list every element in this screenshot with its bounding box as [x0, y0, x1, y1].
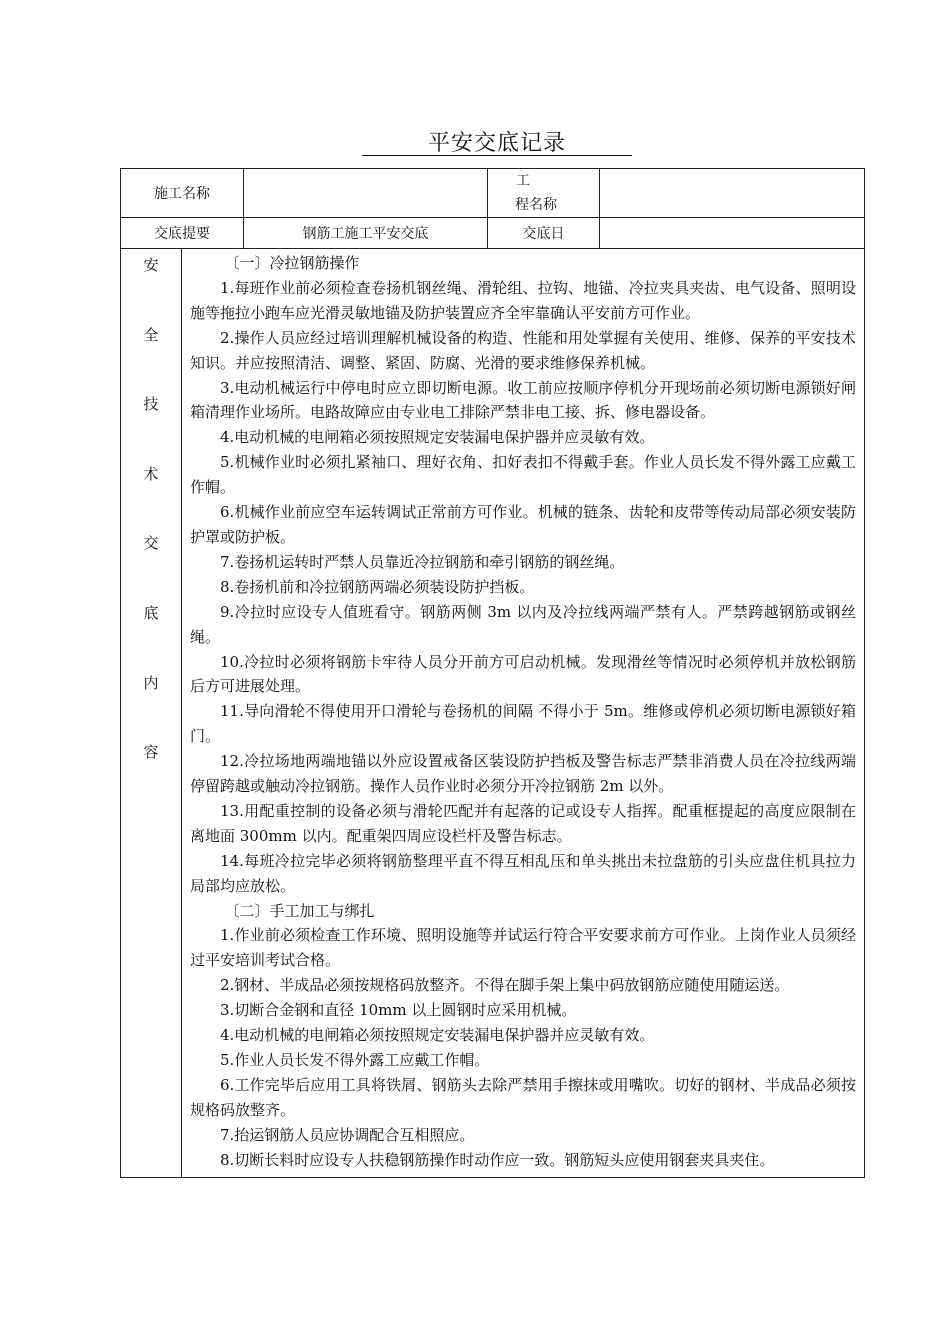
rule-item: 2.操作人员应经过培训理解机械设备的构造、性能和用处掌握有关使用、维修、保养的平安技术知识。并应按照清洁、调整、紧固、防腐、光滑的要求维修保养机械。: [190, 328, 856, 372]
content-side-label: [121, 249, 182, 1178]
title-underline: [362, 155, 632, 156]
document-title: 平安交底记录: [427, 131, 566, 156]
rule-item: 8.切断长料时应设专人扶稳钢筋操作时动作应一致。钢筋短头应使用钢套夹具夹住。: [220, 1150, 775, 1169]
date-value: [600, 218, 865, 249]
rule-item: 3.电动机械运行中停电时应立即切断电源。收工前应按顺序停机分开现场前必须切断电源锁好闸箱清理作业场所。电路故障应由专业电工排除严禁非电工接、拆、修电器设备。: [190, 378, 856, 422]
rule-item: 12.冷拉场地两端地锚以外应设置戒备区装设防护挡板及警告标志严禁非消费人员在冷拉线两端停留跨越或触动冷拉钢筋。操作人员作业时必须分开冷拉钢筋 2m 以外。: [190, 752, 856, 796]
rule-item: 4.电动机械的电闸箱必须按照规定安装漏电保护器并应灵敏有效。: [220, 1026, 655, 1045]
rule-item: 5.作业人员长发不得外露工应戴工作帽。: [220, 1051, 490, 1069]
side-label-char: 交: [143, 534, 159, 553]
rule-item: 9.冷拉时应设专人值班看守。钢筋两侧 3m 以内及冷拉线两端严禁有人。严禁跨越钢筋或钢丝绳。: [190, 602, 856, 646]
section-heading: 〔一〕冷拉钢筋操作: [224, 254, 360, 272]
rule-item: 6.工作完毕后应用工具将铁屑、钢筋头去除严禁用手擦抹或用嘴吹。切好的钢材、半成品必须按规格码放整齐。: [190, 1075, 856, 1119]
rule-item: 7.抬运钢筋人员应协调配合互相照应。: [220, 1125, 475, 1144]
side-label-char: 内: [143, 673, 159, 692]
rule-item: 8.卷扬机前和冷拉钢筋两端必须装设防护挡板。: [220, 577, 535, 596]
rule-item: 2.钢材、半成品必须按规格码放整齐。不得在脚手架上集中码放钢筋应随使用随运送。: [220, 976, 790, 995]
content-body: [182, 249, 865, 1178]
form-row-names: [121, 169, 865, 218]
side-label-char: 安: [143, 256, 159, 274]
rule-item: 7.卷扬机运转时严禁人员靠近冷拉钢筋和牵引钢筋的钢丝绳。: [220, 552, 625, 571]
rule-item: 5.机械作业时必须扎紧袖口、理好衣角、扣好表扣不得戴手套。作业人员长发不得外露工应戴工作帽。: [190, 453, 856, 497]
rule-item: 3.切断合金钢和直径 10mm 以上圆钢时应采用机械。: [220, 1001, 577, 1020]
project-name-label-line1: 工: [516, 173, 530, 189]
side-label-char: 术: [143, 464, 159, 483]
rule-item: 14.每班冷拉完毕必须将钢筋整理平直不得互相乱压和单头挑出未拉盘筋的引头应盘住机具拉力局部均应放松。: [190, 851, 856, 895]
rule-item: 13.用配重控制的设备必须与滑轮匹配并有起落的记或设专人指挥。配重框提起的高度应限制在离地面 300mm 以内。配重架四周应设栏杆及警告标志。: [190, 801, 856, 845]
rule-item: 11.导向滑轮不得使用开口滑轮与卷扬机的间隔 不得小于 5m。维修或停机必须切断电源锁好箱门。: [190, 702, 856, 746]
rule-item: 10.冷拉时必须将钢筋卡牢待人员分开前方可启动机械。发现滑丝等情况时必须停机并放松钢筋后方可进展处理。: [190, 652, 856, 696]
rule-item: 4.电动机械的电闸箱必须按照规定安装漏电保护器并应灵敏有效。: [220, 428, 655, 447]
rule-item: 1.作业前必须检查工作环境、照明设施等并试运行符合平安要求前方可作业。上岗作业人员须经过平安培训考试合格。: [190, 926, 856, 970]
side-label-char: 技: [143, 395, 159, 414]
section-heading: 〔二〕手工加工与绑扎: [224, 901, 375, 920]
construction-name-label: 施工名称: [121, 169, 244, 218]
side-label-char: 底: [143, 603, 159, 622]
side-label-char: 容: [143, 743, 159, 762]
project-name-label: [488, 169, 600, 218]
construction-name-value: [244, 169, 488, 218]
rule-item: 1.每班作业前必须检查卷扬机钢丝绳、滑轮组、拉钩、地锚、冷拉夹具夹齿、电气设备、照明设施等拖拉小跑车应光滑灵敏地锚及防护装置应齐全牢靠确认平安前方可作业。: [190, 278, 856, 322]
summary-label: 交底提要: [121, 218, 244, 249]
rule-item: 6.机械作业前应空车运转调试正常前方可作业。机械的链条、齿轮和皮带等传动局部必须安装防护罩或防护板。: [190, 503, 856, 546]
summary-value: 钢筋工施工平安交底: [244, 218, 488, 249]
form-row-summary: [121, 218, 865, 249]
side-label-char: 全: [143, 325, 159, 344]
project-name-value: [600, 169, 865, 218]
safety-briefing-form: [120, 168, 865, 1178]
project-name-label-line2: 程名称: [515, 197, 557, 213]
form-row-content: [121, 249, 865, 1178]
date-label: 交底日: [488, 218, 600, 249]
